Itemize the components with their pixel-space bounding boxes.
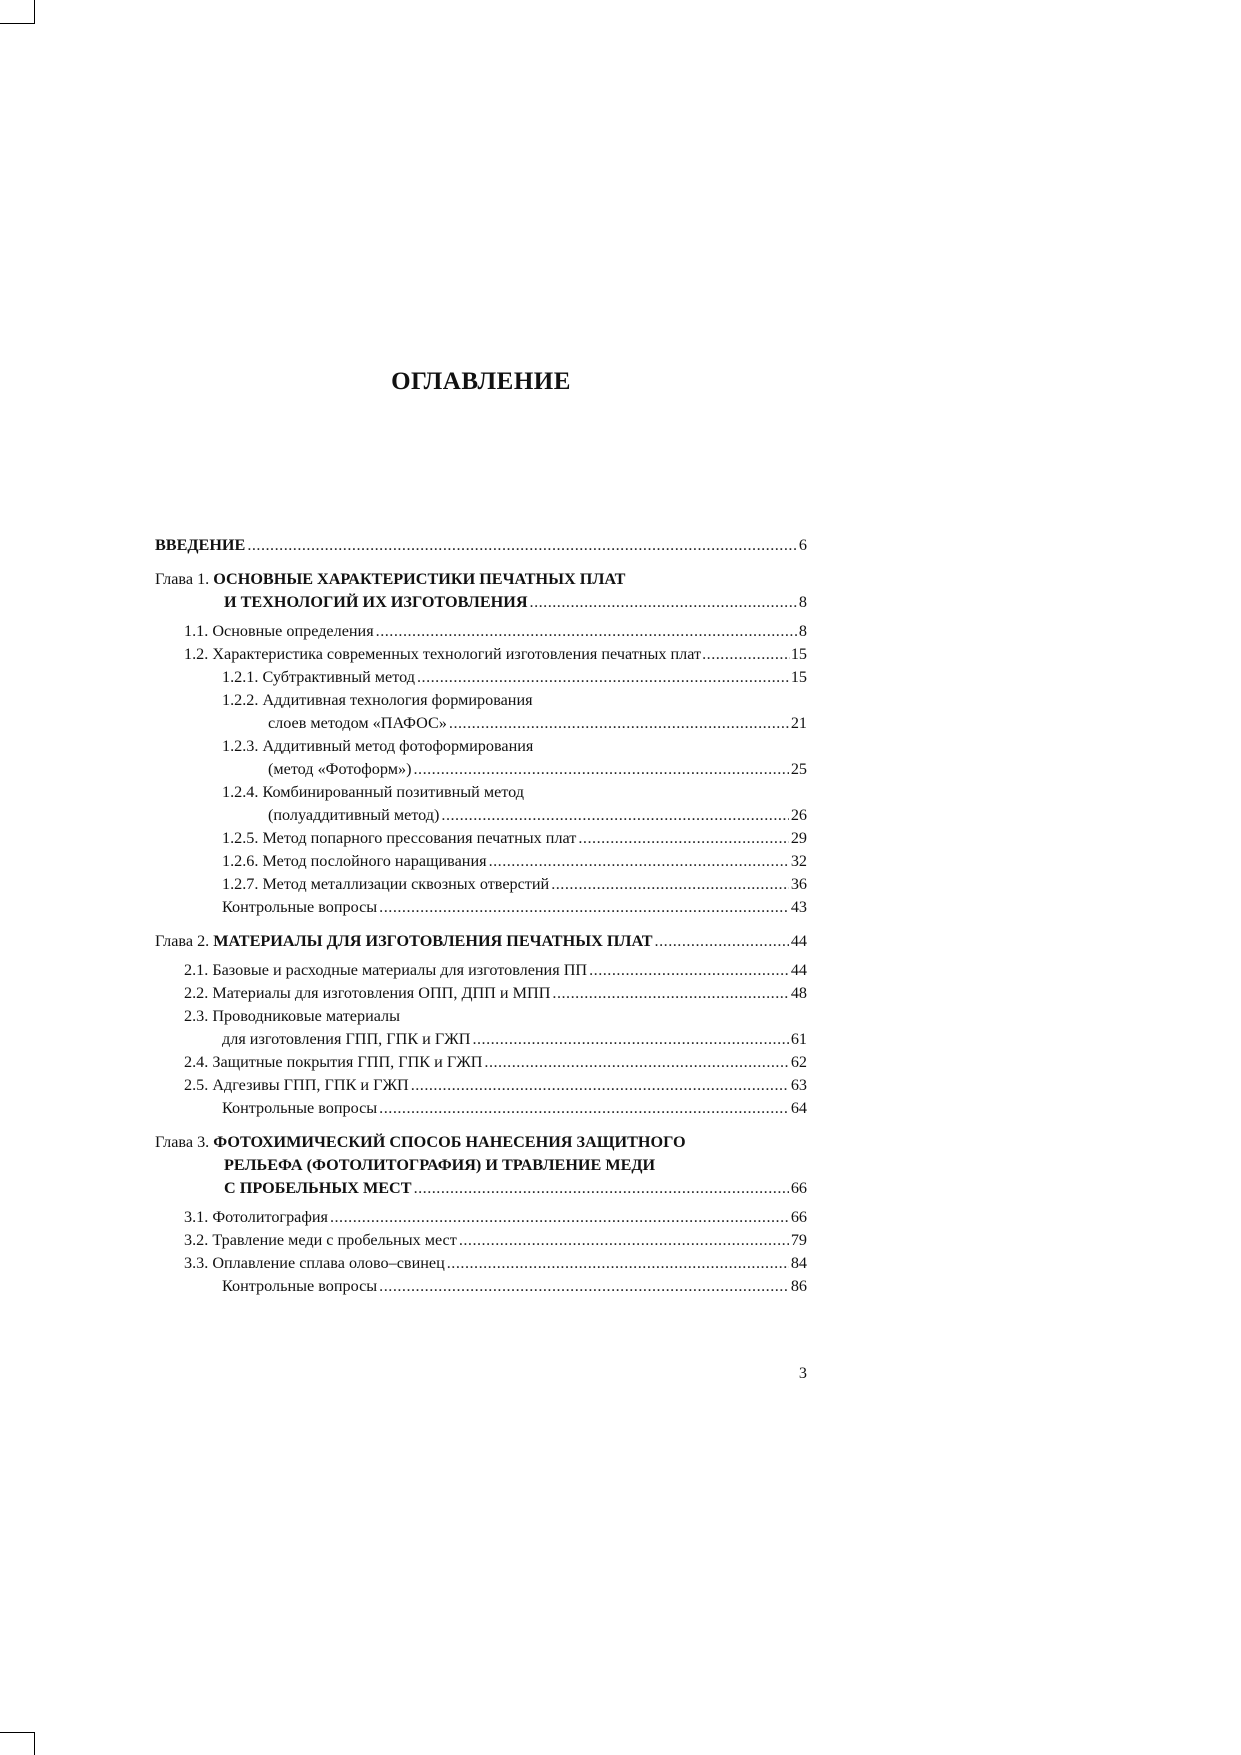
chapter-3-title-line2: РЕЛЬЕФА (ФОТОЛИТОГРАФИЯ) И ТРАВЛЕНИЕ МЕДИ [224,1156,656,1174]
dot-leader [411,1074,789,1097]
toc-entry-text: 1.2.5. Метод попарного прессования печатных плат [222,829,577,847]
toc-entry-text: 2.2. Материалы для изготовления ОПП, ДПП и МПП [184,984,551,1002]
toc-entry-page: 62 [790,1053,807,1071]
toc-entry-page: 84 [790,1254,807,1272]
toc-entry-2-5[interactable] [155,1074,807,1097]
toc-entry-text: 3.3. Оплавление сплава олово–свинец [184,1254,445,1272]
chapter-1-heading-cont[interactable] [155,591,807,614]
chapter-1-heading[interactable] [155,568,807,591]
toc-entry-1-2-4[interactable] [155,781,807,804]
toc-entry-3-1[interactable] [155,1206,807,1229]
toc-entry-text: 2.3. Проводниковые материалы [184,1007,401,1025]
dot-leader [472,1028,788,1051]
dot-leader [449,712,789,735]
toc-entry-page: 63 [790,1076,807,1094]
dot-leader [376,620,797,643]
toc-entry-page: 79 [790,1231,807,1249]
toc-entry-text: 1.2.7. Метод металлизации сквозных отверстий [222,875,550,893]
chapter-2-title-line1: МАТЕРИАЛЫ ДЛЯ ИЗГОТОВЛЕНИЯ ПЕЧАТНЫХ ПЛАТ [213,932,653,950]
toc-entry-1-2-5[interactable] [155,827,807,850]
toc-entry-text: 1.2.3. Аддитивный метод фотоформирования [222,737,534,755]
chapter-3-heading-cont2[interactable] [155,1177,807,1200]
chapter-1-title-line1: ОСНОВНЫЕ ХАРАКТЕРИСТИКИ ПЕЧАТНЫХ ПЛАТ [213,570,626,588]
dot-leader [489,850,789,873]
dot-leader [413,758,788,781]
crop-mark-bottom-v [34,1732,35,1755]
toc-entry-text: Контрольные вопросы [222,1277,378,1295]
chapter-3-heading[interactable] [155,1131,807,1154]
toc-entry-text: 3.1. Фотолитография [184,1208,328,1226]
toc-intro[interactable] [155,534,807,557]
page-title: ОГЛАВЛЕНИЕ [391,368,571,395]
chapter-2-page: 44 [790,932,807,950]
dot-leader [330,1206,789,1229]
toc-entry-page: 48 [790,984,807,1002]
toc-entry-page: 36 [790,875,807,893]
dot-leader [702,643,790,666]
toc-entry-1-2-7[interactable] [155,873,807,896]
toc-entry-page: 61 [790,1030,807,1048]
toc-entry-1-2-2[interactable] [155,689,807,712]
chapter-3-page: 66 [790,1179,807,1197]
dot-leader [447,1252,789,1275]
toc-entry-text: 1.2.4. Комбинированный позитивный метод [222,783,525,801]
page-number: 3 [798,1364,807,1382]
chapter-3-heading-cont[interactable] [155,1154,807,1177]
toc-entry-2-3[interactable] [155,1005,807,1028]
toc-entry-text: 2.4. Защитные покрытия ГПП, ГПК и ГЖП [184,1053,483,1071]
toc-entry-page: 86 [790,1277,807,1295]
dot-leader [484,1051,788,1074]
toc-entry-page: 66 [790,1208,807,1226]
toc-entry-ch1-questions[interactable] [155,896,807,919]
toc-intro-page: 6 [798,536,807,554]
dot-leader [551,873,789,896]
toc-intro-text: ВВЕДЕНИЕ [155,536,246,554]
crop-mark-top-h [0,23,34,24]
toc-entry-2-2[interactable] [155,982,807,1005]
toc-entry-page: 15 [790,668,807,686]
table-of-contents [155,534,807,1298]
dot-leader [247,534,797,557]
toc-entry-1-2-6[interactable] [155,850,807,873]
chapter-2-heading[interactable] [155,930,807,953]
toc-entry-page: 15 [790,645,807,663]
toc-entry-ch2-questions[interactable] [155,1097,807,1120]
toc-entry-text: 2.5. Адгезивы ГПП, ГПК и ГЖП [184,1076,409,1094]
toc-entry-2-3-cont[interactable] [155,1028,807,1051]
toc-entry-text-cont: (метод «Фотоформ») [268,760,412,778]
toc-entry-page: 25 [790,760,807,778]
toc-entry-text: Контрольные вопросы [222,898,378,916]
toc-entry-page: 21 [790,714,807,732]
chapter-3-prefix: Глава 3. [155,1133,214,1151]
dot-leader [414,1177,789,1200]
dot-leader [530,591,797,614]
dot-leader [379,1097,789,1120]
toc-entry-page: 64 [790,1099,807,1117]
toc-entry-3-2[interactable] [155,1229,807,1252]
dot-leader [459,1229,789,1252]
toc-entry-1-2-1[interactable] [155,666,807,689]
toc-entry-1-2-3[interactable] [155,735,807,758]
toc-entry-text: Контрольные вопросы [222,1099,378,1117]
toc-entry-page: 8 [798,622,807,640]
toc-entry-text-cont: слоев методом «ПАФОС» [268,714,447,732]
toc-entry-1-2-3-cont[interactable] [155,758,807,781]
crop-mark-top-v [34,0,35,24]
dot-leader [441,804,788,827]
toc-entry-2-4[interactable] [155,1051,807,1074]
chapter-3-title-line3: С ПРОБЕЛЬНЫХ МЕСТ [224,1179,412,1197]
dot-leader [379,896,789,919]
toc-entry-text: 1.1. Основные определения [184,622,374,640]
dot-leader [589,959,789,982]
toc-entry-text-cont: для изготовления ГПП, ГПК и ГЖП [222,1030,471,1048]
toc-entry-ch3-questions[interactable] [155,1275,807,1298]
toc-entry-1-2-4-cont[interactable] [155,804,807,827]
toc-entry-page: 26 [790,806,807,824]
toc-entry-page: 32 [790,852,807,870]
chapter-2-prefix: Глава 2. [155,932,214,950]
toc-entry-page: 29 [790,829,807,847]
toc-entry-1-2-2-cont[interactable] [155,712,807,735]
dot-leader [578,827,788,850]
dot-leader [379,1275,789,1298]
toc-entry-page: 44 [790,961,807,979]
dot-leader [417,666,789,689]
toc-entry-text: 1.2.2. Аддитивная технология формирования [222,691,533,709]
dot-leader [655,930,789,953]
dot-leader [552,982,788,1005]
toc-entry-text: 1.2. Характеристика современных технологий изготовления печатных плат [184,645,702,663]
toc-entry-1-1[interactable] [155,620,807,643]
chapter-1-page: 8 [798,593,807,611]
toc-entry-text: 3.2. Травление меди с пробельных мест [184,1231,457,1249]
toc-entry-text: 2.1. Базовые и расходные материалы для изготовления ПП [184,961,588,979]
toc-entry-text: 1.2.6. Метод послойного наращивания [222,852,487,870]
chapter-1-title-line2: И ТЕХНОЛОГИЙ ИХ ИЗГОТОВЛЕНИЯ [224,593,528,611]
toc-entry-1-2[interactable] [155,643,807,666]
toc-entry-text-cont: (полуаддитивный метод) [268,806,440,824]
crop-mark-bottom-h [0,1732,34,1733]
toc-entry-text: 1.2.1. Субтрактивный метод [222,668,415,686]
toc-entry-page: 43 [790,898,807,916]
chapter-3-title-line1: ФОТОХИМИЧЕСКИЙ СПОСОБ НАНЕСЕНИЯ ЗАЩИТНОГО [213,1133,686,1151]
toc-entry-3-3[interactable] [155,1252,807,1275]
chapter-1-prefix: Глава 1. [155,570,214,588]
toc-entry-2-1[interactable] [155,959,807,982]
